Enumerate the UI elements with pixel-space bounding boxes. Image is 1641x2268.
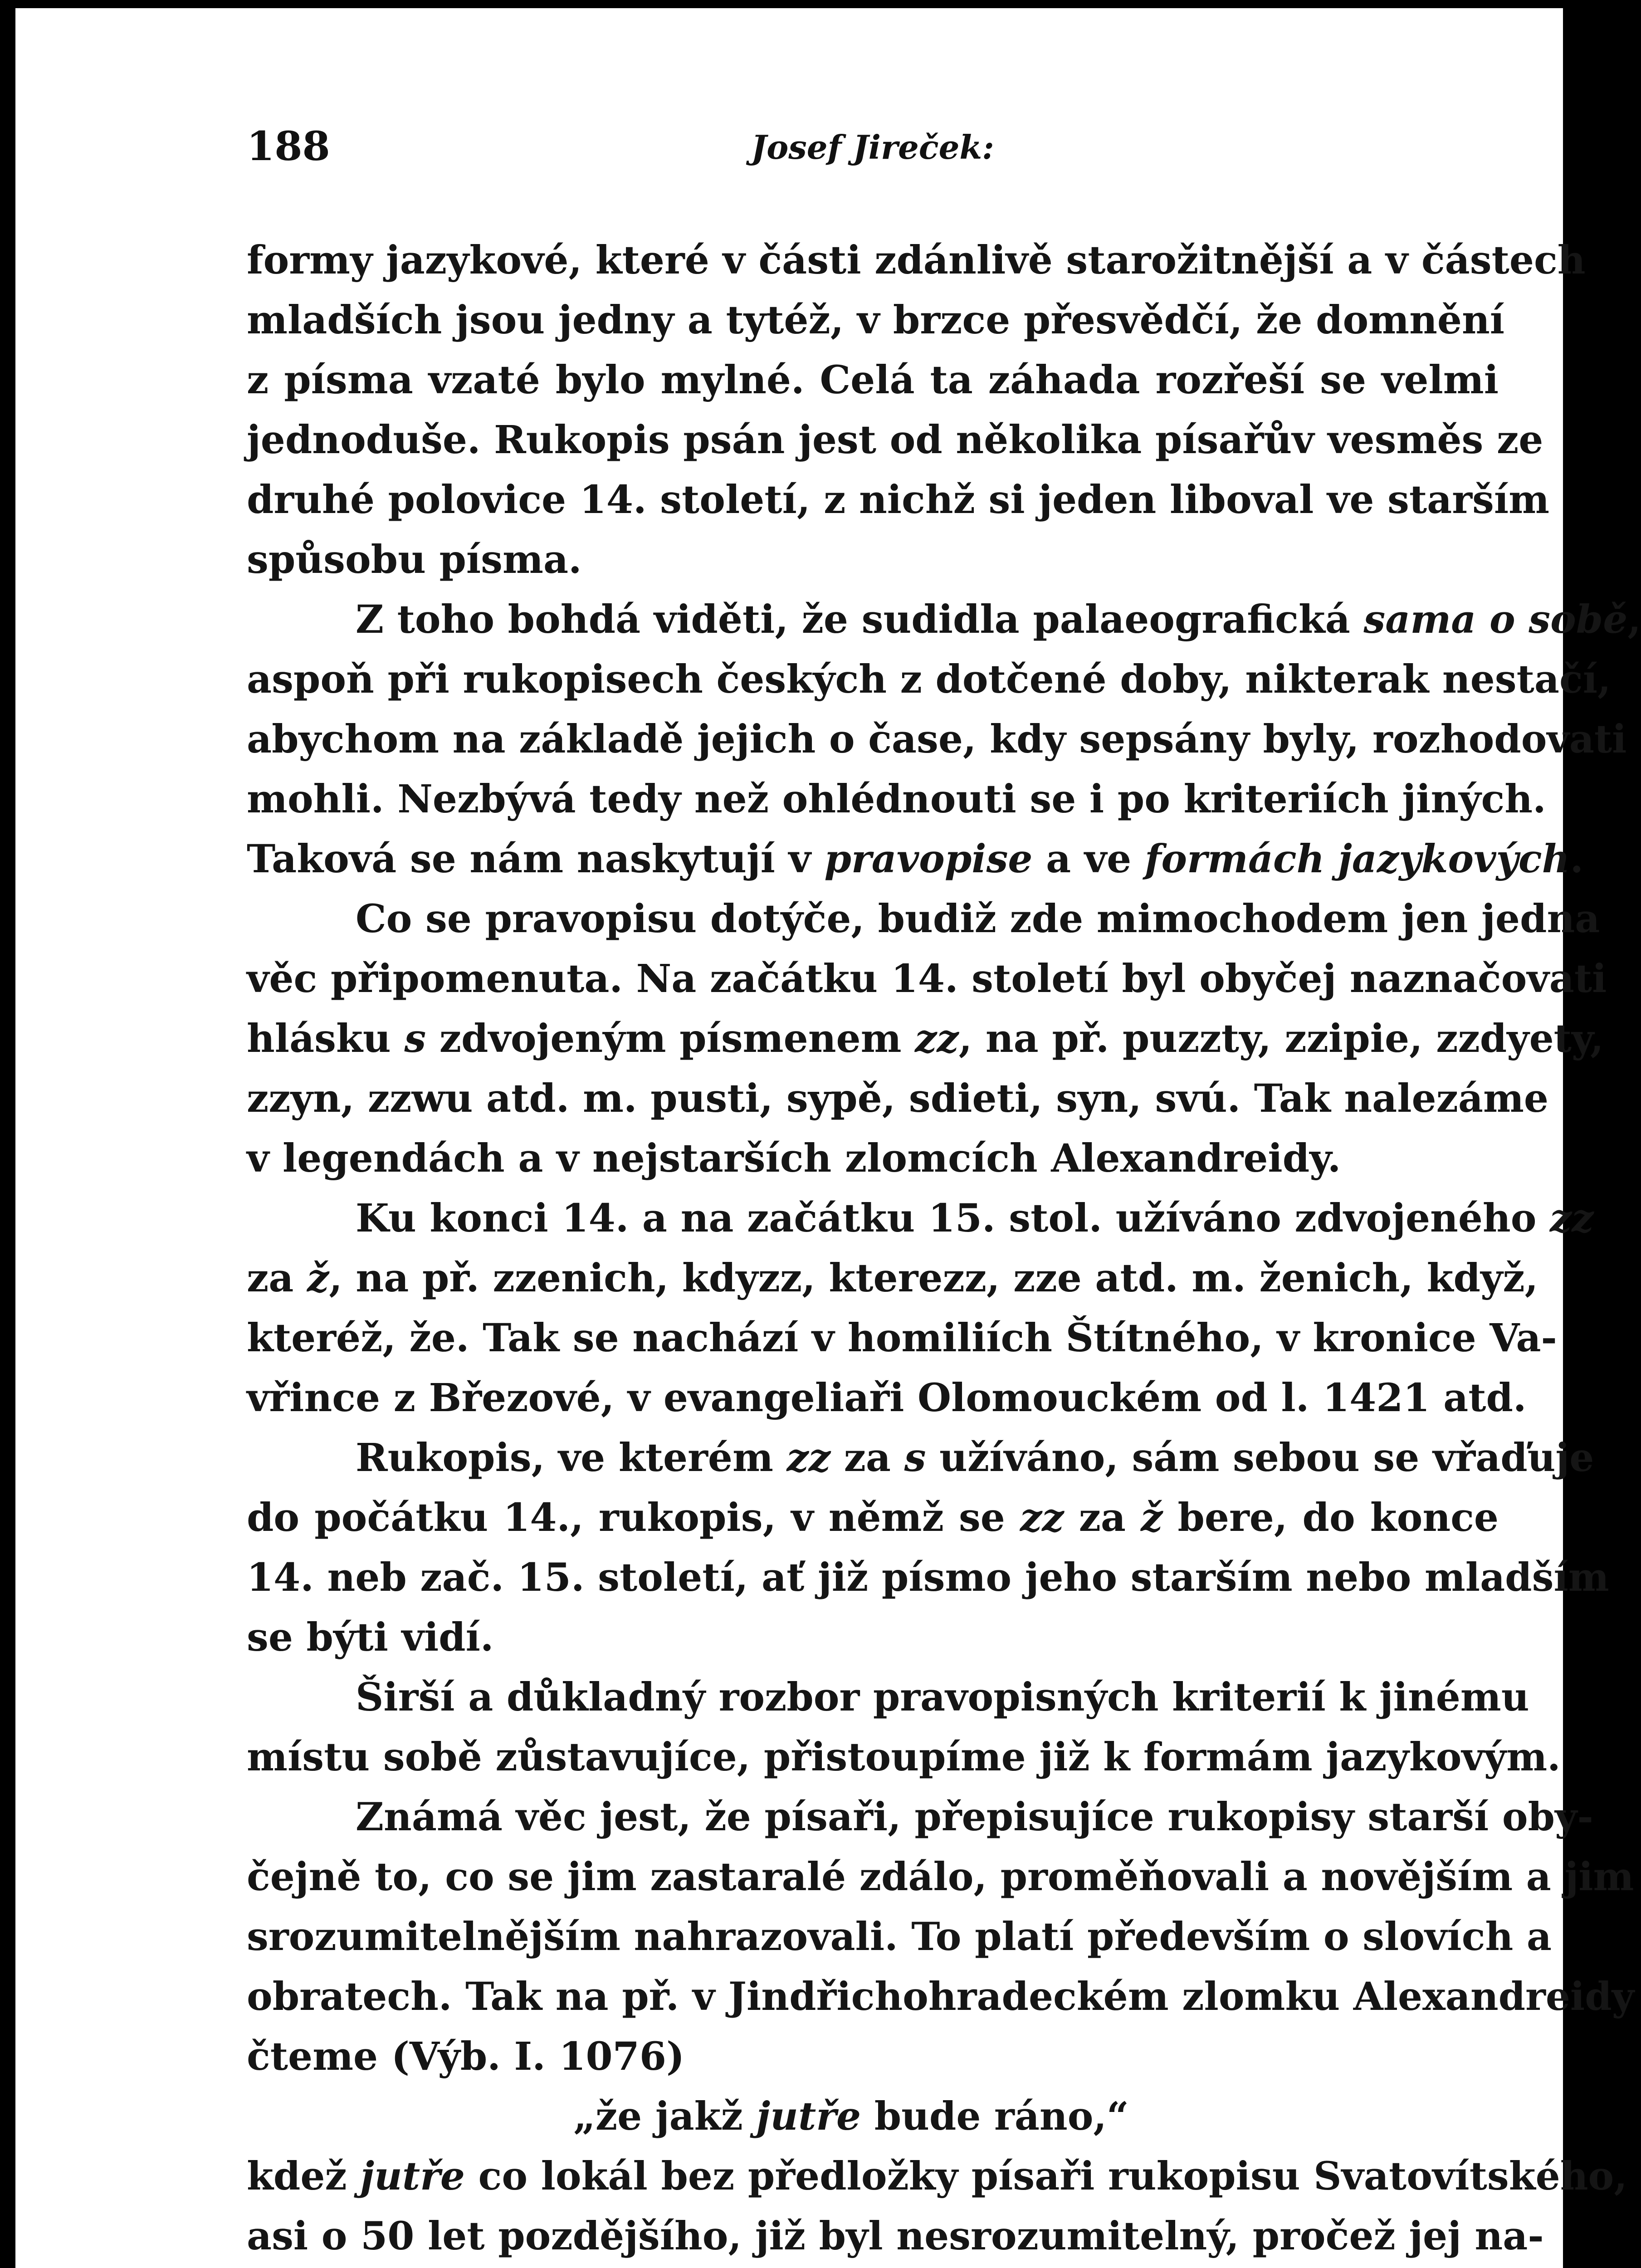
text-line: hlásku s zdvojeným písmenem zz, na př. puzzty, zzipie, zzdyety, xyxy=(247,1016,1604,1061)
text-line: mohli. Nezbývá tedy než ohlédnouti se i po kriteriích jiných. xyxy=(247,777,1546,822)
text-line: místu sobě zůstavujíce, přistoupíme již k formám jazykovým. xyxy=(247,1735,1561,1780)
text-line: Známá věc jest, že písaři, přepisujíce rukopisy starší oby- xyxy=(356,1794,1593,1840)
text-line: mladších jsou jedny a tytéž, v brzce přesvědčí, že domnění xyxy=(247,298,1505,343)
text-line: Taková se nám naskytují v pravopise a ve formách jazykových. xyxy=(247,836,1584,882)
text-line: vřince z Březové, v evangeliaři Olomouckém od l. 1421 atd. xyxy=(247,1375,1527,1421)
text-line: kdež jutře co lokál bez předložky písaři rukopisu Svatovítského, xyxy=(247,2154,1627,2199)
text-line: Co se pravopisu dotýče, budiž zde mimochodem jen jedna xyxy=(356,896,1600,942)
text-line: abychom na základě jejich o čase, kdy sepsány byly, rozhodovati xyxy=(247,717,1627,762)
text-line: formy jazykové, které v části zdánlivě starožitnější a v částech xyxy=(247,238,1586,283)
text-line: zzyn, zzwu atd. m. pusti, sypě, sdieti, syn, svú. Tak nalezáme xyxy=(247,1076,1548,1121)
text-line: z písma vzaté bylo mylné. Celá ta záhada rozřeší se velmi xyxy=(247,357,1499,403)
book-page xyxy=(15,8,1641,2268)
text-line: Z toho bohdá viděti, že sudidla palaeografická sama o sobě, xyxy=(356,597,1641,642)
text-line: aspoň při rukopisech českých z dotčené doby, nikterak nestačí, xyxy=(247,657,1611,702)
text-line: druhé polovice 14. století, z nichž si jeden liboval ve starším xyxy=(247,477,1550,523)
body-text xyxy=(247,230,1641,2268)
text-line: v legendách a v nejstarších zlomcích Alexandreidy. xyxy=(247,1136,1341,1181)
running-head xyxy=(247,122,1499,177)
text-line: jednoduše. Rukopis psán jest od několika písařův vesměs ze xyxy=(247,417,1543,463)
text-line: 14. neb zač. 15. století, ať již písmo jeho starším nebo mladším xyxy=(247,1555,1609,1600)
text-line: Širší a důkladný rozbor pravopisných kriterií k jinému xyxy=(356,1675,1529,1720)
text-line: za ž, na př. zzenich, kdyzz, kterezz, zze atd. m. ženich, když, xyxy=(247,1256,1538,1301)
text-line: srozumitelnějším nahrazovali. To platí především o slovích a xyxy=(247,1914,1552,1960)
text-line: do počátku 14., rukopis, v němž se zz za ž bere, do konce xyxy=(247,1495,1499,1540)
text-line: obratech. Tak na př. v Jindřichohradeckém zlomku Alexandreidy xyxy=(247,1974,1635,2019)
text-line: kteréž, že. Tak se nachází v homiliích Štítného, v kronice Va- xyxy=(247,1315,1557,1361)
text-line: Ku konci 14. a na začátku 15. stol. užíváno zdvojeného zz xyxy=(356,1196,1594,1241)
text-line: Rukopis, ve kterém zz za s užíváno, sám sebou se vřaďuje xyxy=(356,1435,1594,1481)
text-line: asi o 50 let pozdějšího, již byl nesrozumitelný, pročež jej na- xyxy=(247,2214,1544,2259)
text-line: se býti vidí. xyxy=(247,1615,494,1660)
text-line: čteme (Výb. I. 1076) xyxy=(247,2034,685,2079)
text-line: čejně to, co se jim zastaralé zdálo, proměňovali a novějším a jim xyxy=(247,1854,1634,1900)
text-line xyxy=(247,2266,1499,2268)
page-number: 188 xyxy=(247,122,330,170)
running-title: Josef Jireček: xyxy=(751,128,994,166)
text-line: spůsobu písma. xyxy=(247,537,582,582)
text-line: věc připomenuta. Na začátku 14. století byl obyčej naznačovati xyxy=(247,956,1607,1002)
quoted-verse: „že jakž jutře bude ráno,“ xyxy=(573,2094,1129,2139)
